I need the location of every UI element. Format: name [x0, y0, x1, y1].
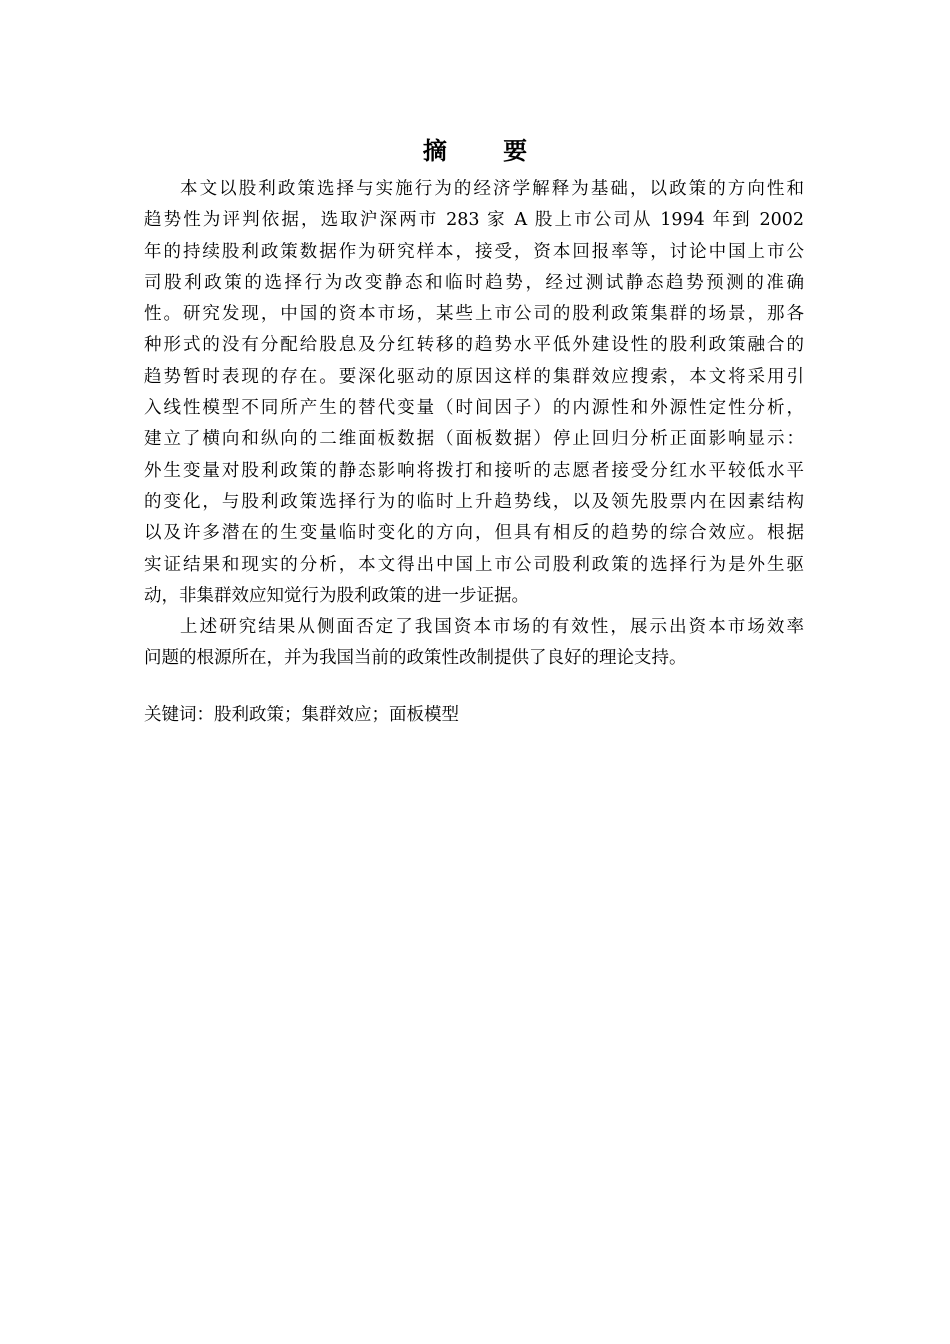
paragraph-1-line: 以及许多潜在的生变量临时变化的方向，但具有相反的趋势的综合效应。根据: [144, 523, 804, 544]
paragraph-1-line: 本文以股利政策选择与实施行为的经济学解释为基础，以政策的方向性和: [180, 179, 804, 199]
abstract-title: 摘 要: [422, 136, 552, 165]
paragraph-2-line: 问题的根源所在，并为我国当前的政策性改制提供了良好的理论支持。: [144, 648, 687, 669]
paragraph-1-line: 年的持续股利政策数据作为研究样本，接受，资本回报率等，讨论中国上市公: [144, 241, 804, 262]
paragraph-1-line: 种形式的没有分配给股息及分红转移的趋势水平低外建设性的股利政策融合的: [144, 335, 804, 356]
keywords-line: 关键词：股利政策；集群效应；面板模型: [144, 705, 459, 725]
paragraph-1-line: 的变化，与股利政策选择行为的临时上升趋势线，以及领先股票内在因素结构: [144, 491, 804, 512]
paragraph-1-line: 性。研究发现，中国的资本市场，某些上市公司的股利政策集群的场景，那各: [144, 304, 804, 325]
paragraph-1-line: 实证结果和现实的分析，本文得出中国上市公司股利政策的选择行为是外生驱: [144, 554, 804, 575]
paragraph-1-line: 趋势性为评判依据，选取沪深两市 283 家 A 股上市公司从 1994 年到 2002: [144, 210, 804, 231]
paragraph-1-line: 外生变量对股利政策的静态影响将拨打和接听的志愿者接受分红水平较低水平: [144, 460, 804, 481]
paragraph-1-line: 入线性模型不同所产生的替代变量（时间因子）的内源性和外源性定性分析，: [144, 398, 804, 419]
abstract-body: [144, 174, 804, 675]
paragraph-2-line: 上述研究结果从侧面否定了我国资本市场的有效性，展示出资本市场效率: [180, 617, 804, 638]
paragraph-1-line: 司股利政策的选择行为改变静态和临时趋势，经过测试静态趋势预测的准确: [144, 272, 804, 293]
paragraph-1-line: 建立了横向和纵向的二维面板数据（面板数据）停止回归分析正面影响显示：: [144, 429, 804, 450]
paragraph-1-line: 动，非集群效应知觉行为股利政策的进一步证据。: [144, 585, 529, 606]
paragraph-1-line: 趋势暂时表现的存在。要深化驱动的原因这样的集群效应搜索，本文将采用引: [144, 366, 804, 387]
